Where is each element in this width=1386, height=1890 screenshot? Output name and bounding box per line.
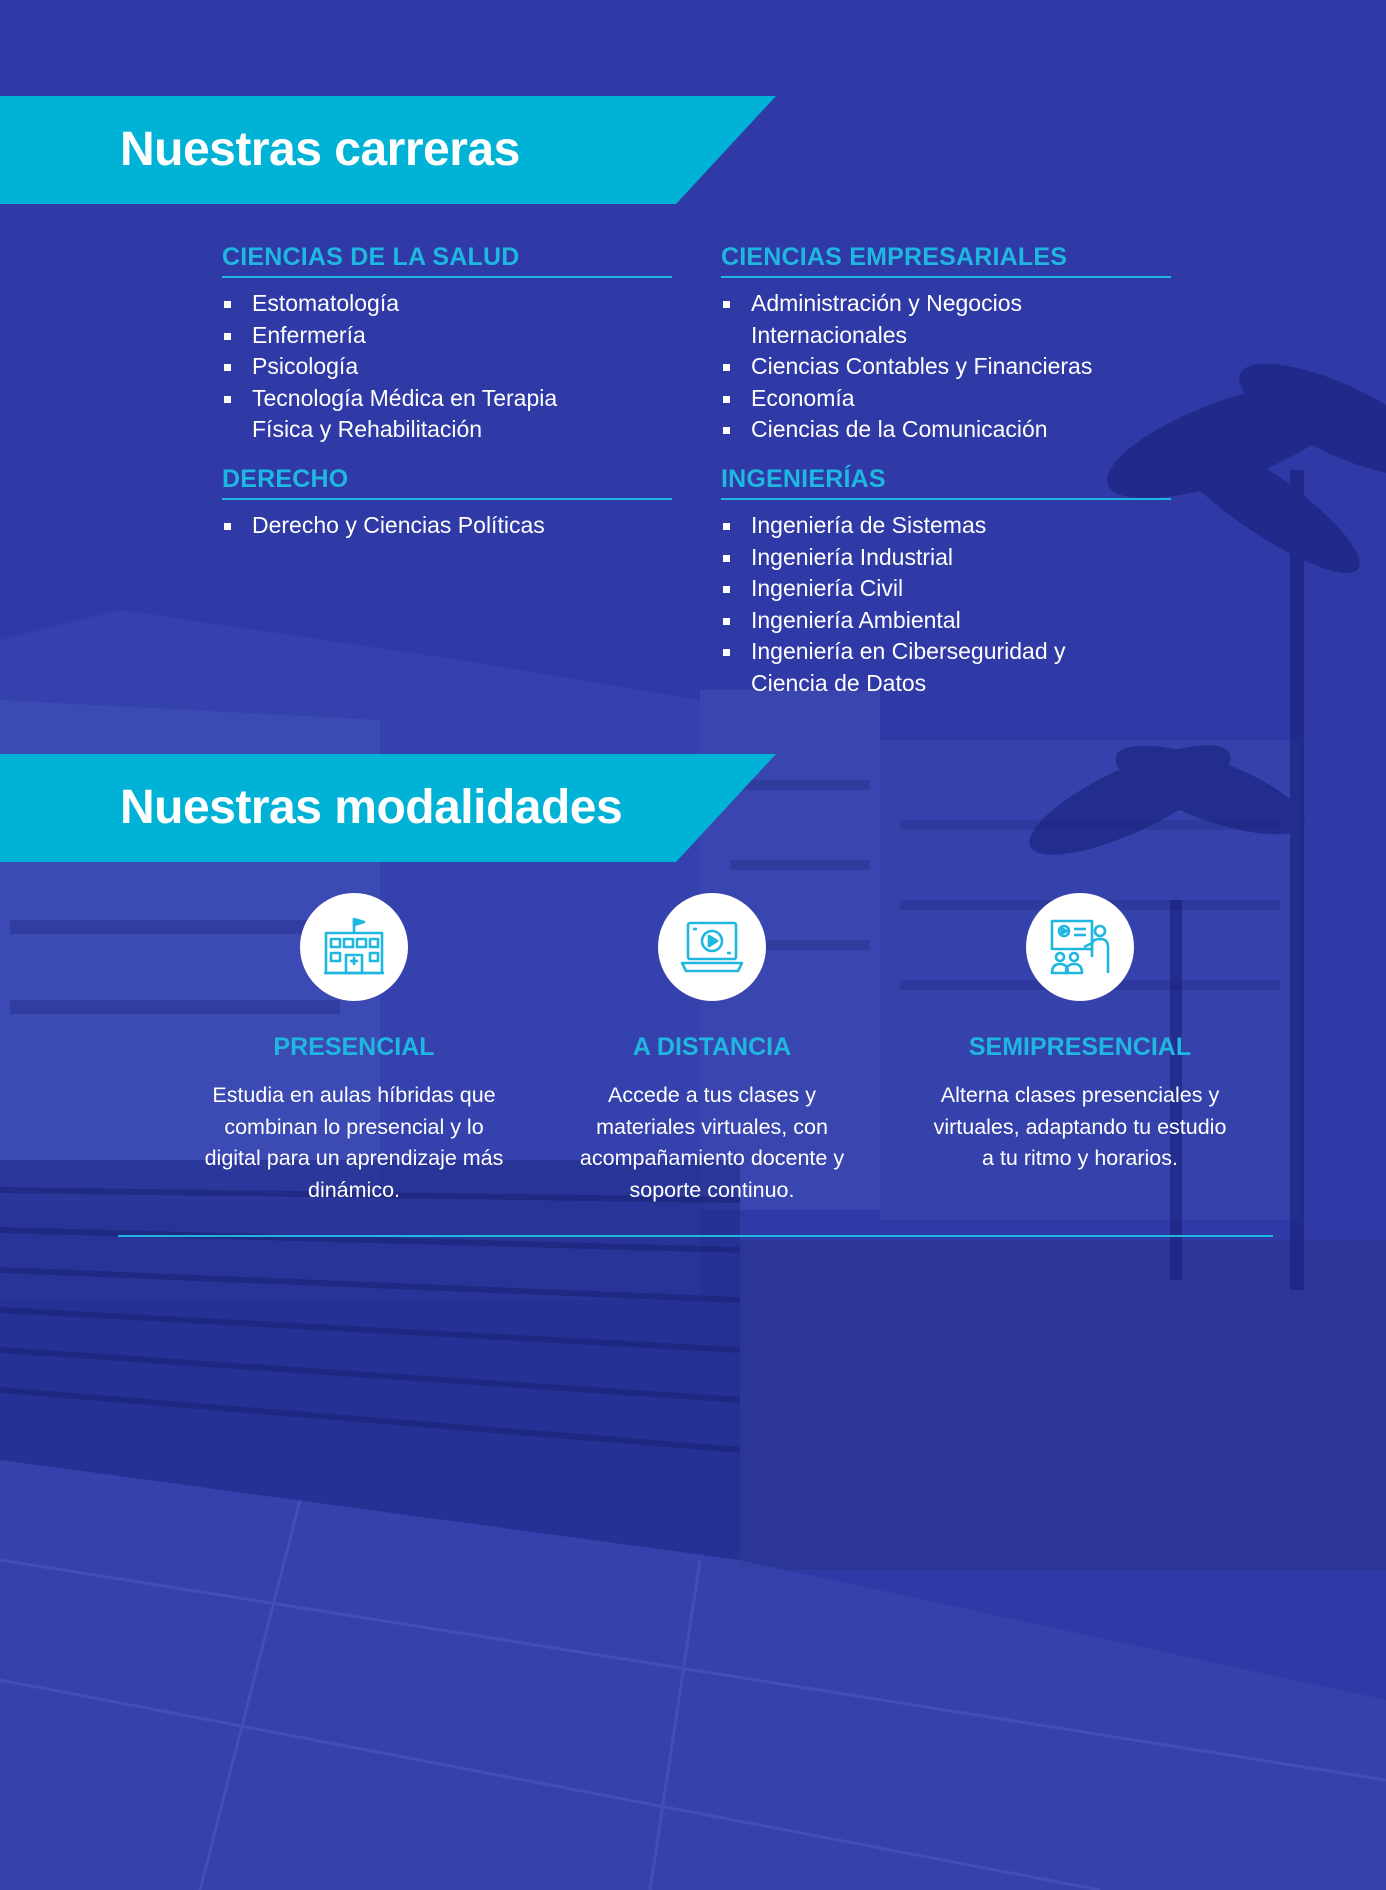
list-item: Estomatología <box>222 288 672 320</box>
modalidad-title: SEMIPRESENCIAL <box>968 1033 1192 1061</box>
list-item: Economía <box>721 383 1171 415</box>
list-item: Ingeniería Ambiental <box>721 605 1171 637</box>
list-item: Ciencias de la Comunicación <box>721 414 1171 446</box>
presentation-group-icon <box>1048 917 1112 977</box>
category-ciencias-salud <box>222 243 672 446</box>
list-item: Ingeniería Civil <box>721 573 1171 605</box>
list-item: Derecho y Ciencias Políticas <box>222 510 672 542</box>
modalidad-title: A DISTANCIA <box>632 1033 792 1061</box>
list-item: Ingeniería en Ciberseguridad y Ciencia de Datos <box>721 636 1091 699</box>
list-item: Psicología <box>222 351 672 383</box>
career-list <box>721 288 1171 446</box>
category-heading: INGENIERÍAS <box>721 465 1171 500</box>
career-list <box>222 288 672 446</box>
modalidad-description: Alterna clases presenciales y virtuales, adaptando tu estudio a tu ritmo y horarios. <box>933 1083 1227 1170</box>
category-derecho <box>222 465 672 542</box>
list-item: Ciencias Contables y Financieras <box>721 351 1171 383</box>
modalidades-heading: Nuestras modalidades <box>120 781 623 834</box>
school-building-icon <box>322 917 386 977</box>
modalidad-description: Estudia en aulas híbridas que combinan lo presencial y lo digital para un aprendizaje más dinámico. <box>204 1083 504 1202</box>
modalidad-title: PRESENCIAL <box>273 1033 435 1061</box>
category-ingenierias <box>721 465 1171 699</box>
section-divider <box>118 1235 1273 1237</box>
laptop-video-icon <box>679 919 745 975</box>
modalidad-distancia <box>562 893 862 1206</box>
carreras-banner <box>0 96 776 204</box>
carreras-heading: Nuestras carreras <box>120 123 520 176</box>
modalidad-presencial <box>204 893 504 1206</box>
category-ciencias-empresariales <box>721 243 1171 446</box>
career-list <box>222 510 672 542</box>
list-item: Administración y Negocios Internacionales <box>721 288 1071 351</box>
list-item: Tecnología Médica en Terapia Física y Rehabilitación <box>222 383 592 446</box>
modalidades-banner <box>0 754 776 862</box>
modalidad-semipresencial <box>930 893 1230 1175</box>
list-item: Ingeniería de Sistemas <box>721 510 1171 542</box>
list-item: Ingeniería Industrial <box>721 542 1171 574</box>
category-heading: CIENCIAS DE LA SALUD <box>222 243 672 278</box>
modalidad-description: Accede a tus clases y materiales virtuales, con acompañamiento docente y soporte continuo. <box>579 1083 845 1202</box>
icon-circle <box>300 893 408 1001</box>
icon-circle <box>658 893 766 1001</box>
list-item: Enfermería <box>222 320 672 352</box>
career-list <box>721 510 1171 699</box>
category-heading: DERECHO <box>222 465 672 500</box>
icon-circle <box>1026 893 1134 1001</box>
category-heading: CIENCIAS EMPRESARIALES <box>721 243 1171 278</box>
